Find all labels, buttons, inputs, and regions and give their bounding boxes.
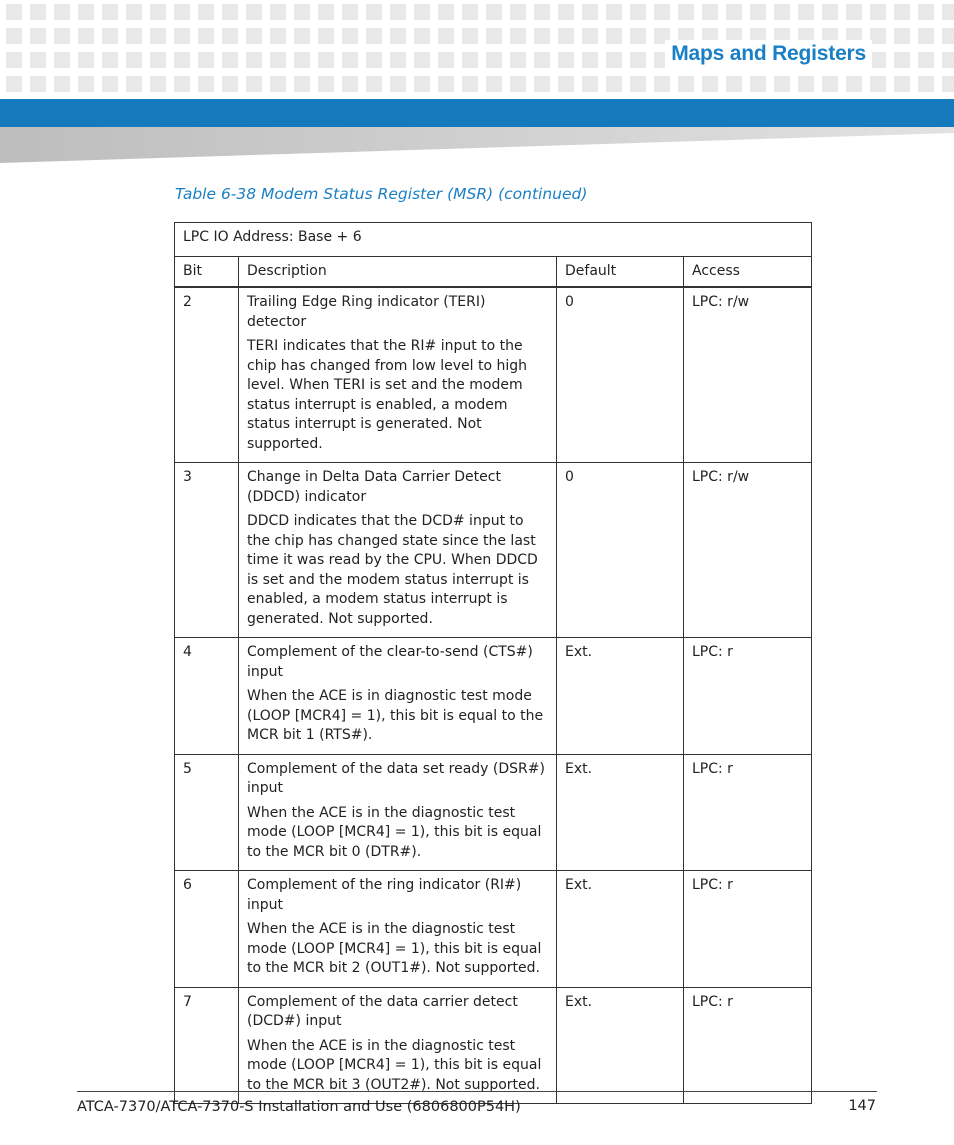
address-cell: LPC IO Address: Base + 6 <box>175 223 812 257</box>
pattern-square <box>894 52 910 68</box>
pattern-square <box>918 76 934 92</box>
description-cell <box>239 463 557 638</box>
pattern-square <box>654 4 670 20</box>
pattern-square <box>222 28 238 44</box>
description-title: Change in Delta Data Carrier Detect (DDCD) indicator <box>247 469 501 505</box>
pattern-square <box>606 28 622 44</box>
pattern-square <box>102 76 118 92</box>
pattern-square <box>318 28 334 44</box>
pattern-square <box>582 76 598 92</box>
pattern-square <box>558 76 574 92</box>
pattern-square <box>174 28 190 44</box>
description-cell <box>239 754 557 871</box>
pattern-square <box>126 52 142 68</box>
table-row <box>175 754 812 871</box>
pattern-square <box>414 76 430 92</box>
pattern-square <box>486 28 502 44</box>
table-caption: Table 6-38 Modem Status Register (MSR) (continued) <box>175 185 588 203</box>
access-cell: LPC: r <box>684 987 812 1104</box>
pattern-square <box>726 4 742 20</box>
pattern-square <box>198 52 214 68</box>
pattern-square <box>510 76 526 92</box>
pattern-square <box>174 52 190 68</box>
pattern-square <box>318 76 334 92</box>
pattern-square <box>366 52 382 68</box>
pattern-square <box>6 76 22 92</box>
pattern-square <box>558 52 574 68</box>
bit-cell: 5 <box>175 754 239 871</box>
access-cell: LPC: r/w <box>684 463 812 638</box>
pattern-square <box>102 4 118 20</box>
pattern-square <box>678 4 694 20</box>
pattern-square <box>318 4 334 20</box>
pattern-square <box>294 4 310 20</box>
pattern-square <box>414 28 430 44</box>
pattern-square <box>942 28 954 44</box>
pattern-square <box>150 28 166 44</box>
pattern-square <box>798 76 814 92</box>
pattern-square <box>582 4 598 20</box>
pattern-square <box>246 52 262 68</box>
pattern-square <box>54 4 70 20</box>
pattern-square <box>318 52 334 68</box>
bit-cell: 2 <box>175 287 239 463</box>
pattern-square <box>390 28 406 44</box>
pattern-square <box>462 52 478 68</box>
pattern-square <box>918 4 934 20</box>
pattern-square <box>294 52 310 68</box>
pattern-square <box>342 4 358 20</box>
pattern-square <box>750 76 766 92</box>
header-gray-wedge <box>0 127 954 164</box>
pattern-square <box>630 4 646 20</box>
pattern-square <box>534 4 550 20</box>
pattern-square <box>54 28 70 44</box>
pattern-square <box>342 52 358 68</box>
description-title: Complement of the clear-to-send (CTS#) input <box>247 644 533 680</box>
pattern-square <box>822 4 838 20</box>
pattern-square <box>486 52 502 68</box>
footer-page-number: 147 <box>848 1098 876 1114</box>
pattern-square <box>894 76 910 92</box>
footer-divider <box>77 1091 877 1092</box>
header-blue-bar <box>0 99 954 127</box>
description-cell <box>239 638 557 755</box>
pattern-square <box>822 76 838 92</box>
pattern-square <box>246 28 262 44</box>
pattern-square <box>918 28 934 44</box>
pattern-square <box>558 4 574 20</box>
pattern-square <box>918 52 934 68</box>
bit-cell: 7 <box>175 987 239 1104</box>
description-cell <box>239 287 557 463</box>
pattern-square <box>294 76 310 92</box>
pattern-square <box>390 52 406 68</box>
pattern-square <box>582 28 598 44</box>
pattern-square <box>510 52 526 68</box>
table-row <box>175 463 812 638</box>
pattern-square <box>270 76 286 92</box>
pattern-square <box>702 4 718 20</box>
pattern-square <box>270 4 286 20</box>
default-cell: 0 <box>557 463 684 638</box>
access-cell: LPC: r <box>684 871 812 988</box>
pattern-square <box>942 76 954 92</box>
pattern-square <box>534 52 550 68</box>
access-cell: LPC: r <box>684 638 812 755</box>
description-body: DDCD indicates that the DCD# input to the chip has changed state since the last time it was read by the CPU. When DDCD is set and the modem status interrupt is enabled, a modem status interrupt is generated. Not supported. <box>247 513 538 627</box>
pattern-square <box>102 28 118 44</box>
pattern-square <box>774 4 790 20</box>
pattern-square <box>438 28 454 44</box>
pattern-square <box>438 52 454 68</box>
default-cell: Ext. <box>557 638 684 755</box>
pattern-square <box>198 28 214 44</box>
pattern-square <box>30 76 46 92</box>
pattern-square <box>6 4 22 20</box>
description-title: Complement of the ring indicator (RI#) input <box>247 877 522 913</box>
pattern-square <box>654 76 670 92</box>
pattern-square <box>510 28 526 44</box>
pattern-square <box>534 28 550 44</box>
description-title: Complement of the data carrier detect (DCD#) input <box>247 993 518 1029</box>
pattern-square <box>942 4 954 20</box>
pattern-square <box>630 28 646 44</box>
table-row <box>175 638 812 755</box>
pattern-square <box>78 28 94 44</box>
pattern-square <box>390 76 406 92</box>
pattern-square <box>126 28 142 44</box>
pattern-square <box>870 52 886 68</box>
pattern-square <box>606 4 622 20</box>
pattern-square <box>366 28 382 44</box>
pattern-square <box>462 28 478 44</box>
description-body: When the ACE is in diagnostic test mode (LOOP [MCR4] = 1), this bit is equal to the MCR bit 1 (RTS#). <box>247 688 544 743</box>
description-body: TERI indicates that the RI# input to the chip has changed from low level to high level. When TERI is set and the modem status interrupt is enabled, a modem status interrupt is generated. Not supported. <box>247 338 528 452</box>
pattern-square <box>342 76 358 92</box>
pattern-square <box>222 52 238 68</box>
access-cell: LPC: r/w <box>684 287 812 463</box>
pattern-square <box>294 28 310 44</box>
column-header-bit: Bit <box>175 256 239 287</box>
pattern-square <box>774 76 790 92</box>
pattern-square <box>870 76 886 92</box>
pattern-square <box>198 76 214 92</box>
section-title: Maps and Registers <box>665 40 872 68</box>
pattern-square <box>558 28 574 44</box>
pattern-square <box>630 52 646 68</box>
pattern-square <box>750 4 766 20</box>
pattern-square <box>630 76 646 92</box>
pattern-square <box>510 4 526 20</box>
pattern-square <box>126 76 142 92</box>
pattern-square <box>438 4 454 20</box>
pattern-square <box>102 52 118 68</box>
pattern-square <box>798 4 814 20</box>
pattern-square <box>462 76 478 92</box>
pattern-square <box>366 76 382 92</box>
default-cell: Ext. <box>557 987 684 1104</box>
pattern-square <box>246 76 262 92</box>
pattern-square <box>30 4 46 20</box>
pattern-square <box>846 4 862 20</box>
pattern-square <box>150 4 166 20</box>
pattern-square <box>30 28 46 44</box>
pattern-square <box>606 76 622 92</box>
pattern-square <box>366 4 382 20</box>
pattern-square <box>606 52 622 68</box>
pattern-square <box>222 76 238 92</box>
pattern-square <box>78 4 94 20</box>
pattern-square <box>6 28 22 44</box>
pattern-square <box>126 4 142 20</box>
access-cell: LPC: r <box>684 754 812 871</box>
pattern-square <box>390 4 406 20</box>
pattern-square <box>78 76 94 92</box>
description-cell <box>239 987 557 1104</box>
description-title: Trailing Edge Ring indicator (TERI) detector <box>247 294 486 330</box>
pattern-square <box>702 76 718 92</box>
pattern-square <box>270 52 286 68</box>
pattern-square <box>174 76 190 92</box>
pattern-square <box>270 28 286 44</box>
address-row <box>175 223 812 257</box>
pattern-square <box>582 52 598 68</box>
pattern-square <box>222 4 238 20</box>
pattern-square <box>414 4 430 20</box>
bit-cell: 6 <box>175 871 239 988</box>
pattern-square <box>942 52 954 68</box>
pattern-square <box>870 4 886 20</box>
column-header-access: Access <box>684 256 812 287</box>
bit-cell: 3 <box>175 463 239 638</box>
default-cell: Ext. <box>557 871 684 988</box>
bit-cell: 4 <box>175 638 239 755</box>
description-body: When the ACE is in the diagnostic test mode (LOOP [MCR4] = 1), this bit is equal to the MCR bit 2 (OUT1#). Not supported. <box>247 921 542 976</box>
pattern-square <box>726 76 742 92</box>
pattern-square <box>438 76 454 92</box>
table-row <box>175 987 812 1104</box>
header-row <box>175 256 812 287</box>
default-cell: 0 <box>557 287 684 463</box>
pattern-square <box>30 52 46 68</box>
pattern-square <box>894 4 910 20</box>
pattern-square <box>174 4 190 20</box>
pattern-square <box>150 76 166 92</box>
pattern-square <box>198 4 214 20</box>
pattern-square <box>486 4 502 20</box>
description-body: When the ACE is in the diagnostic test mode (LOOP [MCR4] = 1), this bit is equal to the MCR bit 0 (DTR#). <box>247 804 542 860</box>
pattern-square <box>486 76 502 92</box>
table-row <box>175 871 812 988</box>
pattern-square <box>534 76 550 92</box>
pattern-square <box>870 28 886 44</box>
description-cell <box>239 871 557 988</box>
description-body: When the ACE is in the diagnostic test mode (LOOP [MCR4] = 1), this bit is equal to the MCR bit 3 (OUT2#). Not supported. <box>247 1037 542 1093</box>
column-header-default: Default <box>557 256 684 287</box>
column-header-description: Description <box>239 256 557 287</box>
pattern-square <box>342 28 358 44</box>
table-row <box>175 287 812 463</box>
pattern-square <box>6 52 22 68</box>
pattern-square <box>462 4 478 20</box>
register-table <box>174 222 812 1104</box>
pattern-square <box>414 52 430 68</box>
footer-document-title: ATCA-7370/ATCA-7370-S Installation and Use (6806800P54H) <box>77 1099 521 1115</box>
default-cell: Ext. <box>557 754 684 871</box>
pattern-square <box>846 76 862 92</box>
description-title: Complement of the data set ready (DSR#) input <box>247 760 545 796</box>
pattern-square <box>54 52 70 68</box>
pattern-square <box>246 4 262 20</box>
pattern-square <box>150 52 166 68</box>
pattern-square <box>78 52 94 68</box>
pattern-square <box>678 76 694 92</box>
pattern-square <box>54 76 70 92</box>
pattern-square <box>894 28 910 44</box>
